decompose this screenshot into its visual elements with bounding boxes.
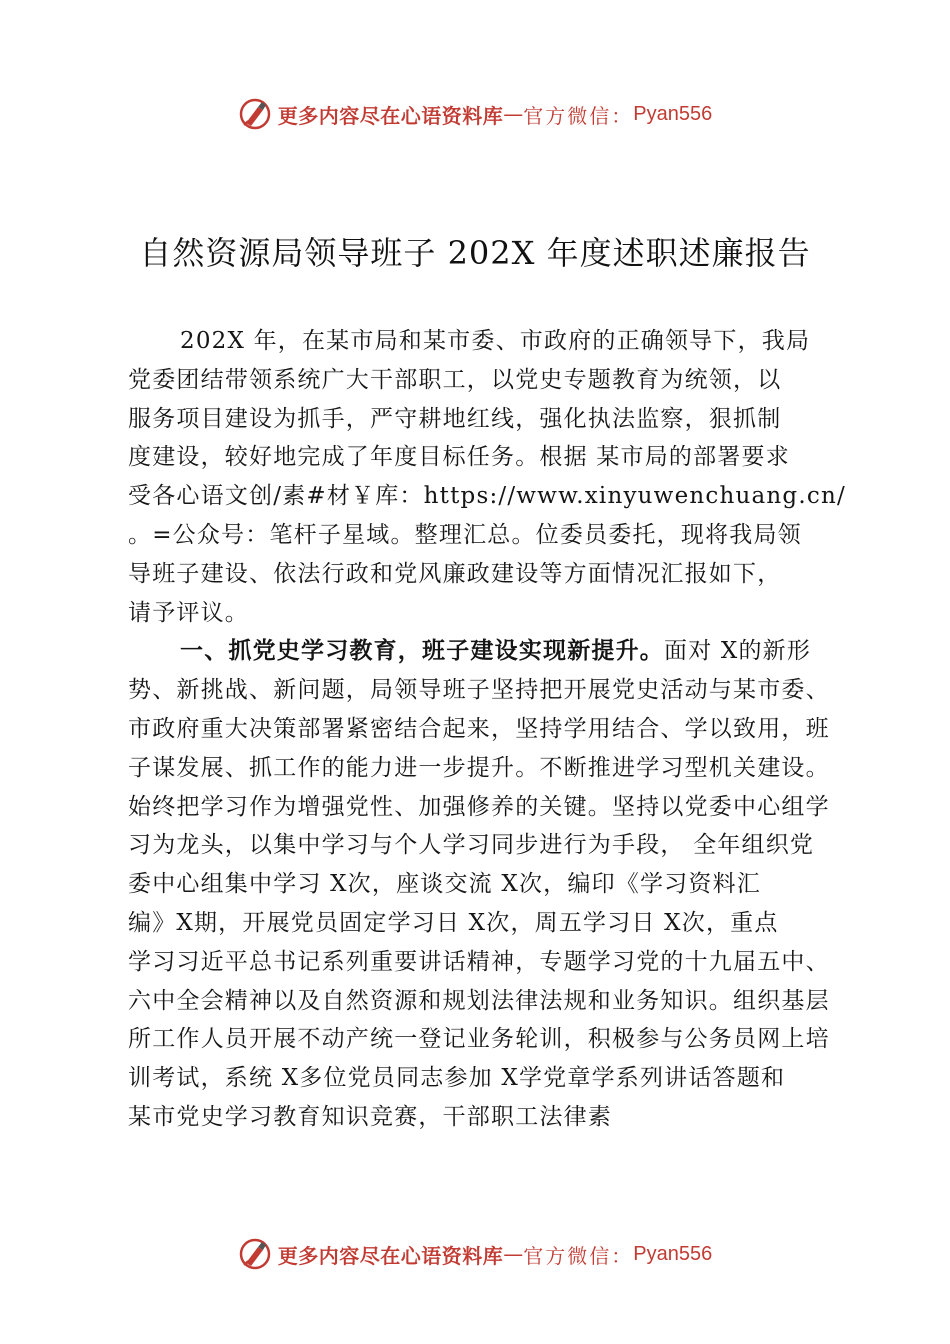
text-line: 所工作人员开展不动产统一登记业务轮训，积极参与公务员网上培 bbox=[128, 1026, 830, 1053]
text-line: 学习习近平总书记系列重要讲话精神，专题学习党的十九届五中、 bbox=[128, 948, 830, 975]
text-line: 势、新挑战、新问题，局领导班子坚持把开展党史活动与某市委、 bbox=[128, 677, 830, 704]
text-line: 委中心组集中学习 X次，座谈交流 X次，编印《学习资料汇 bbox=[128, 871, 761, 898]
document-title: 自然资源局领导班子 202X 年度述职述廉报告 bbox=[139, 234, 811, 272]
text-line: 编》X期，开展党员固定学习日 X次，周五学习日 X次，重点 bbox=[128, 909, 779, 936]
text-line: 请予评议。 bbox=[128, 599, 249, 626]
text-line: 服务项目建设为抓手，严守耕地红线，强化执法监察，狠抓制 bbox=[128, 405, 782, 432]
section-lead-text: 面对 X的新形 bbox=[664, 638, 812, 665]
text-line: 始终把学习作为增强党性、加强修养的关键。坚持以党委中心组学 bbox=[128, 793, 830, 820]
text-line: 党委团结带领系统广大干部职工，以党史专题教育为统领，以 bbox=[128, 366, 782, 393]
banner-text: 更多内容尽在心语资料库 bbox=[277, 103, 504, 128]
wechat-id: Pyan556 bbox=[633, 102, 713, 125]
text-line: 六中全会精神以及自然资源和规划法律法规和业务知识。组织基层 bbox=[128, 987, 830, 1014]
pen-nib-logo-icon bbox=[238, 1237, 272, 1271]
section-heading: 一、抓党史学习教育，班子建设实现新提升。 bbox=[180, 637, 664, 665]
banner-text: 更多内容尽在心语资料库 bbox=[277, 1243, 504, 1268]
text-line: 训考试，系统 X多位党员同志参加 X学党章学系列讲话答题和 bbox=[128, 1065, 786, 1092]
text-line: 202X 年，在某市局和某市委、市政府的正确领导下，我局 bbox=[180, 328, 811, 354]
text-line: 度建设，较好地完成了年度目标任务。根据 某市局的部署要求 bbox=[128, 444, 790, 471]
wechat-id: Pyan556 bbox=[633, 1242, 713, 1265]
header-banner bbox=[0, 92, 950, 136]
text-line: 习为龙头，以集中学习与个人学习同步进行为手段， 全年组织党 bbox=[128, 832, 815, 859]
pen-nib-logo-icon bbox=[238, 97, 272, 131]
text-line: 市政府重大决策部署紧密结合起来，坚持学用结合、学以致用，班 bbox=[128, 715, 830, 742]
text-line: 导班子建设、依法行政和党风廉政建设等方面情况汇报如下， bbox=[128, 560, 782, 587]
text-line: 某市党史学习教育知识竞赛，干部职工法律素 bbox=[128, 1103, 612, 1130]
footer-banner bbox=[0, 1232, 950, 1276]
text-line: 。=公众号：笔杆子星域。整理汇总。位委员委托，现将我局领 bbox=[128, 521, 802, 548]
section-heading-line bbox=[128, 632, 838, 671]
banner-dash: — bbox=[503, 102, 524, 126]
text-line: 子谋发展、抓工作的能力进一步提升。不断推进学习型机关建设。 bbox=[128, 754, 830, 781]
wechat-label: 官方微信： bbox=[523, 103, 634, 128]
document-body bbox=[128, 322, 846, 1137]
wechat-label: 官方微信： bbox=[523, 1243, 634, 1268]
banner-dash: — bbox=[503, 1242, 524, 1266]
text-line: 受各心语文创/素#材￥库：https://www.xinyuwenchuang.cn/ bbox=[128, 483, 846, 510]
